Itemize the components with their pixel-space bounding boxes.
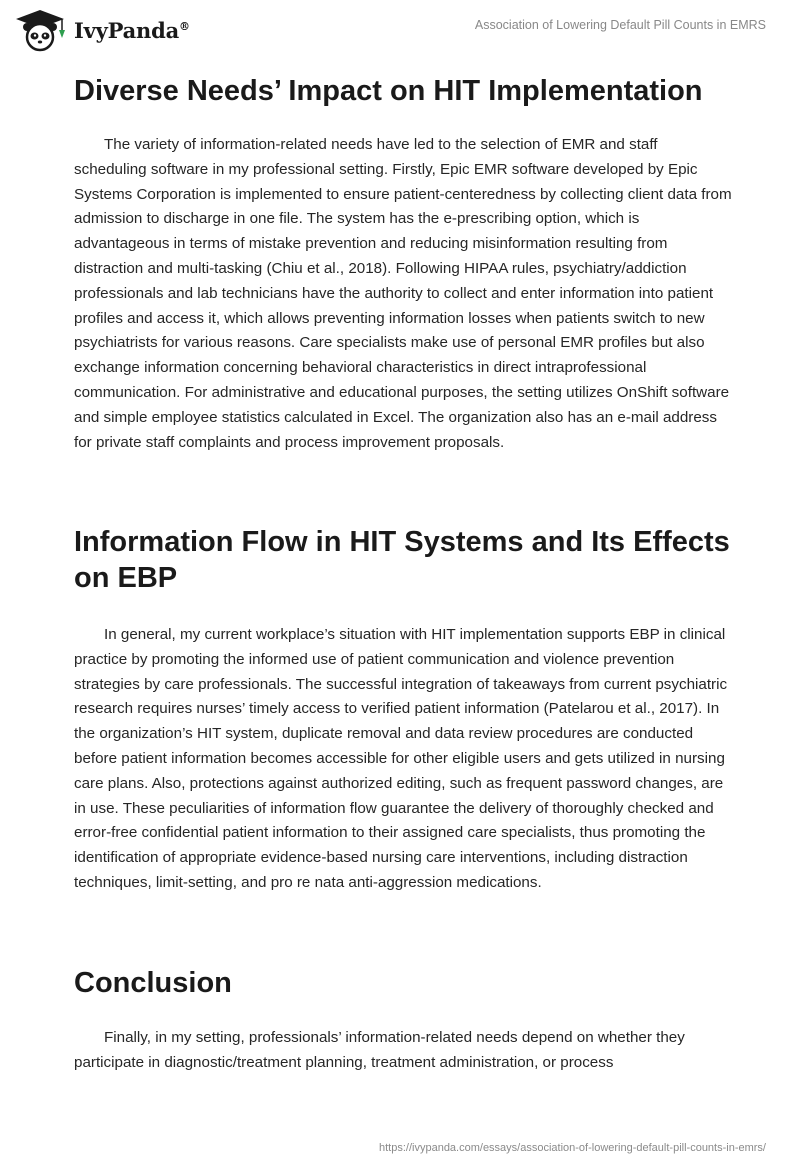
section-heading-conclusion: Conclusion <box>74 967 232 999</box>
document-title: Association of Lowering Default Pill Counts in EMRS <box>474 18 766 32</box>
section-paragraph-diverse-needs: The variety of information-related needs have led to the selection of EMR and staff scheduling software in my professional setting. Firstly, Epic EMR software developed by Epic Systems Corporation is implemented to ensure patient-centeredness by collecting client data from admission to discharge in one file. The system has the e-prescribing option, which is advantageous in terms of mistake prevention and reducing misinformation resulting from distraction and multi-tasking (Chiu et al., 2018). Following HIPAA rules, psychiatry/addiction professionals and lab technicians have the authority to collect and enter information into patient profiles and access it, which allows preventing information losses when patients switch to new psychiatrists for various reasons. Care specialists make use of personal EMR profiles but also exchange information concerning behavioral characteristics in direct intraprofessional communication. For administrative and educational purposes, the setting utilizes OnShift software and simple employee statistics calculated in Excel. The organization also has an e-mail address for private staff complaints and process improvement proposals. <box>74 136 732 451</box>
source-url-link[interactable]: https://ivypanda.com/essays/association-of-lowering-default-pill-counts-in-emrs/ <box>379 1142 766 1154</box>
section-paragraph-conclusion: Finally, in my setting, professionals’ information-related needs depend on whether they participate in diagnostic/treatment planning, treatment administration, or process <box>74 1029 685 1071</box>
section-heading-information-flow: Information Flow in HIT Systems and Its Effects on EBP <box>74 526 730 594</box>
brand-logo[interactable] <box>12 8 190 52</box>
section-paragraph-information-flow: In general, my current workplace’s situation with HIT implementation supports EBP in clinical practice by promoting the informed use of patient communication and violence prevention strategies by care professionals. The successful integration of takeaways from current psychiatric research requires nurses’ timely access to verified patient information (Patelarou et al., 2017). In the organization’s HIT system, duplicate removal and data review procedures are conducted before patient information becomes accessible for other eligible users and gets utilized in nursing care plans. Also, protections against authorized editing, such as frequent password changes, are in use. These peculiarities of information flow guarantee the delivery of thoroughly checked and error-free confidential patient information to their assigned care specialists, thus promoting the identification of appropriate evidence-based nursing care interventions, including distraction techniques, limit-setting, and pro re nata anti-aggression medications. <box>74 626 728 891</box>
panda-graduate-icon <box>12 8 68 52</box>
brand-name: IvyPanda® <box>74 17 190 43</box>
section-heading-diverse-needs: Diverse Needs’ Impact on HIT Implementation <box>74 75 703 107</box>
